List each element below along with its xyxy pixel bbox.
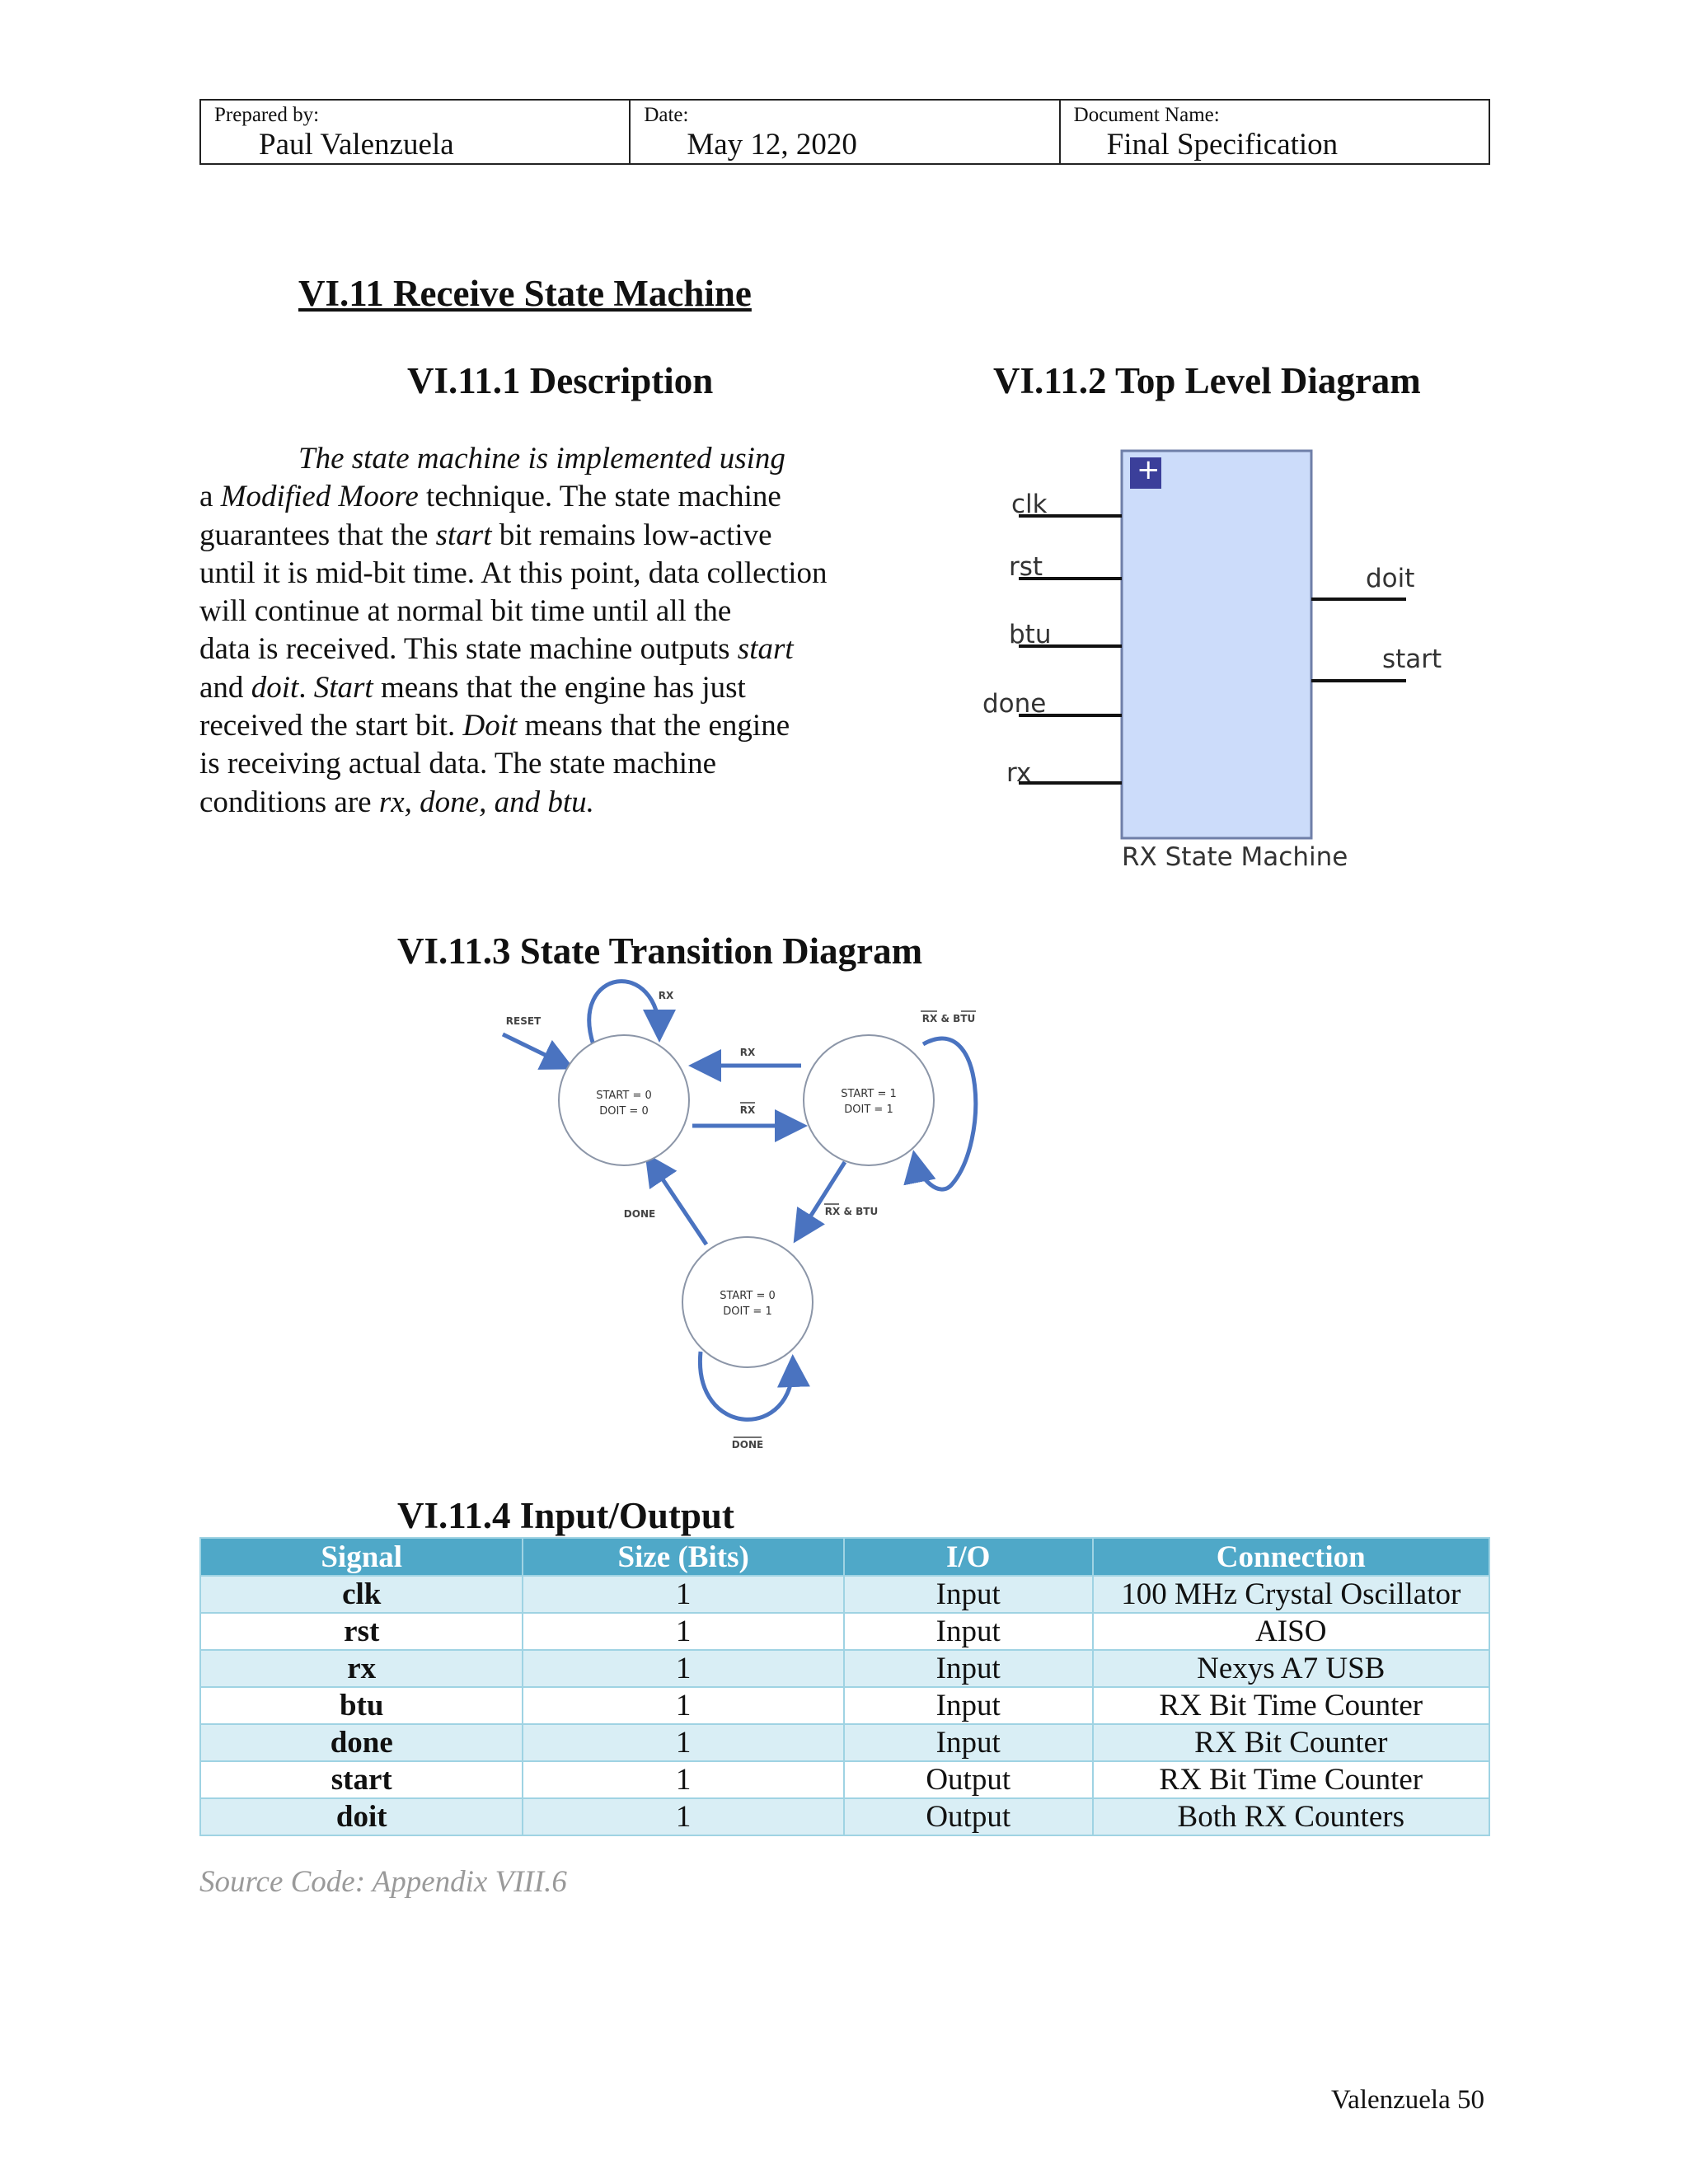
table-cell: 1 xyxy=(523,1613,843,1650)
io-table xyxy=(199,1537,1490,1836)
output-label-doit: doit xyxy=(1366,564,1415,593)
label-self-s2: DONE xyxy=(731,1439,764,1451)
table-row xyxy=(200,1798,1489,1835)
label-s0-to-s1: RX xyxy=(739,1104,756,1116)
table-cell: 1 xyxy=(523,1687,843,1724)
table-cell: done xyxy=(200,1724,523,1761)
body-text: means that the engine xyxy=(517,709,790,743)
col-connection: Connection xyxy=(1093,1538,1489,1576)
table-cell: btu xyxy=(200,1687,523,1724)
table-row xyxy=(200,1724,1489,1761)
table-cell: rst xyxy=(200,1613,523,1650)
description-heading: VI.11.1 Description xyxy=(407,360,714,401)
emphasis-text: The state machine is implemented using xyxy=(298,442,785,476)
table-cell: Input xyxy=(844,1687,1093,1724)
document-header xyxy=(199,99,1490,165)
table-cell: 1 xyxy=(523,1724,843,1761)
document-name-value: Final Specification xyxy=(1106,128,1339,162)
date-cell xyxy=(631,101,1060,163)
prepared-by-value: Paul Valenzuela xyxy=(259,128,454,162)
table-cell: 100 MHz Crystal Oscillator xyxy=(1093,1576,1489,1613)
body-text: until it is mid-bit time. At this point, data collection xyxy=(199,555,828,590)
body-text: and xyxy=(199,670,251,705)
state-diagram-svg xyxy=(495,977,1006,1463)
state-diagram-heading: VI.11.3 State Transition Diagram xyxy=(397,930,923,972)
document-name-label: Document Name: xyxy=(1073,104,1220,126)
table-cell: doit xyxy=(200,1798,523,1835)
arrow-s1-to-s2 xyxy=(798,1162,845,1236)
col-size: Size (Bits) xyxy=(523,1538,843,1576)
date-label: Date: xyxy=(644,104,689,126)
description-line xyxy=(199,593,908,630)
emphasis-text: rx, done, and btu. xyxy=(378,785,594,819)
emphasis-text: Modified Moore xyxy=(220,480,419,514)
table-row xyxy=(200,1576,1489,1613)
body-text: . xyxy=(298,670,314,705)
col-io: I/O xyxy=(844,1538,1093,1576)
state-2-circle xyxy=(682,1237,813,1367)
io-heading: VI.11.4 Input/Output xyxy=(397,1495,734,1536)
emphasis-text: start xyxy=(435,518,492,552)
table-row xyxy=(200,1650,1489,1687)
state-2-start: START = 0 xyxy=(720,1290,776,1302)
table-cell: 1 xyxy=(523,1576,843,1613)
state-1-start: START = 1 xyxy=(841,1088,897,1100)
io-table-header xyxy=(200,1538,1489,1576)
label-self-s0: RX xyxy=(658,990,674,1001)
table-cell: Nexys A7 USB xyxy=(1093,1650,1489,1687)
table-cell: 1 xyxy=(523,1650,843,1687)
top-level-diagram xyxy=(973,445,1467,890)
label-self-s1: RX & BTU xyxy=(921,1013,976,1024)
table-row xyxy=(200,1687,1489,1724)
emphasis-text: doit xyxy=(251,670,299,705)
description-line xyxy=(199,707,908,745)
emphasis-text: Start xyxy=(313,670,373,705)
output-label-start: start xyxy=(1382,644,1442,674)
emphasis-text: Doit xyxy=(462,709,518,743)
table-cell: Input xyxy=(844,1576,1093,1613)
reset-label: RESET xyxy=(505,1015,542,1027)
arrow-s2-to-s0 xyxy=(649,1160,706,1244)
state-2-doit: DOIT = 1 xyxy=(723,1305,772,1318)
state-1-doit: DOIT = 1 xyxy=(844,1104,893,1116)
state-1-circle xyxy=(804,1035,934,1165)
table-cell: AISO xyxy=(1093,1613,1489,1650)
section-title: VI.11 Receive State Machine xyxy=(298,273,752,314)
input-label-rst: rst xyxy=(1009,552,1043,582)
table-row xyxy=(200,1761,1489,1798)
body-text: data is received. This state machine outputs xyxy=(199,632,738,667)
description-paragraph xyxy=(199,440,908,822)
emphasis-text: start xyxy=(737,632,794,667)
document-name-cell xyxy=(1061,101,1489,163)
body-text: means that the engine has just xyxy=(373,670,746,705)
label-s2-to-s0: DONE xyxy=(623,1208,656,1220)
table-row xyxy=(200,1613,1489,1650)
description-line xyxy=(199,440,908,478)
table-cell: Output xyxy=(844,1798,1093,1835)
prepared-by-label: Prepared by: xyxy=(214,104,320,126)
arrow-reset xyxy=(503,1034,567,1066)
col-signal: Signal xyxy=(200,1538,523,1576)
table-cell: clk xyxy=(200,1576,523,1613)
table-cell: Both RX Counters xyxy=(1093,1798,1489,1835)
plus-icon: + xyxy=(1137,453,1160,486)
table-cell: Input xyxy=(844,1724,1093,1761)
table-cell: RX Bit Counter xyxy=(1093,1724,1489,1761)
source-code-note: Source Code: Appendix VIII.6 xyxy=(199,1865,567,1899)
table-cell: RX Bit Time Counter xyxy=(1093,1761,1489,1798)
block-label: RX State Machine xyxy=(1122,842,1348,872)
state-0-doit: DOIT = 0 xyxy=(599,1105,649,1118)
body-text: technique. The state machine xyxy=(418,480,781,514)
description-line xyxy=(199,517,908,555)
input-label-clk: clk xyxy=(1011,490,1048,519)
description-line xyxy=(199,555,908,593)
table-cell: 1 xyxy=(523,1798,843,1835)
description-line xyxy=(199,478,908,516)
top-level-heading: VI.11.2 Top Level Diagram xyxy=(993,360,1421,401)
description-line xyxy=(199,784,908,822)
state-transition-diagram xyxy=(495,977,1006,1463)
table-cell: 1 xyxy=(523,1761,843,1798)
date-value: May 12, 2020 xyxy=(687,128,857,162)
table-cell: RX Bit Time Counter xyxy=(1093,1687,1489,1724)
body-text: is receiving actual data. The state machine xyxy=(199,747,717,781)
body-text: guarantees that the xyxy=(199,518,436,552)
input-label-done: done xyxy=(982,689,1047,719)
body-text: a xyxy=(199,480,221,514)
description-line xyxy=(199,669,908,707)
body-text: will continue at normal bit time until all the xyxy=(199,594,732,629)
input-label-rx: rx xyxy=(1006,758,1032,788)
label-s1-to-s2: RX & BTU xyxy=(824,1206,879,1217)
page-number: Valenzuela 50 xyxy=(1331,2085,1484,2115)
description-line xyxy=(199,630,908,668)
table-cell: Input xyxy=(844,1650,1093,1687)
body-text: conditions are xyxy=(199,785,379,819)
prepared-by-cell xyxy=(201,101,631,163)
table-cell: Output xyxy=(844,1761,1093,1798)
table-cell: rx xyxy=(200,1650,523,1687)
state-0-start: START = 0 xyxy=(596,1090,652,1102)
body-text: received the start bit. xyxy=(199,709,463,743)
input-label-btu: btu xyxy=(1009,620,1052,649)
rx-state-machine-block xyxy=(1122,451,1311,838)
table-cell: Input xyxy=(844,1613,1093,1650)
description-line xyxy=(199,745,908,783)
label-s1-to-s0: RX xyxy=(739,1047,756,1058)
body-text: bit remains low-active xyxy=(491,518,772,552)
table-cell: start xyxy=(200,1761,523,1798)
